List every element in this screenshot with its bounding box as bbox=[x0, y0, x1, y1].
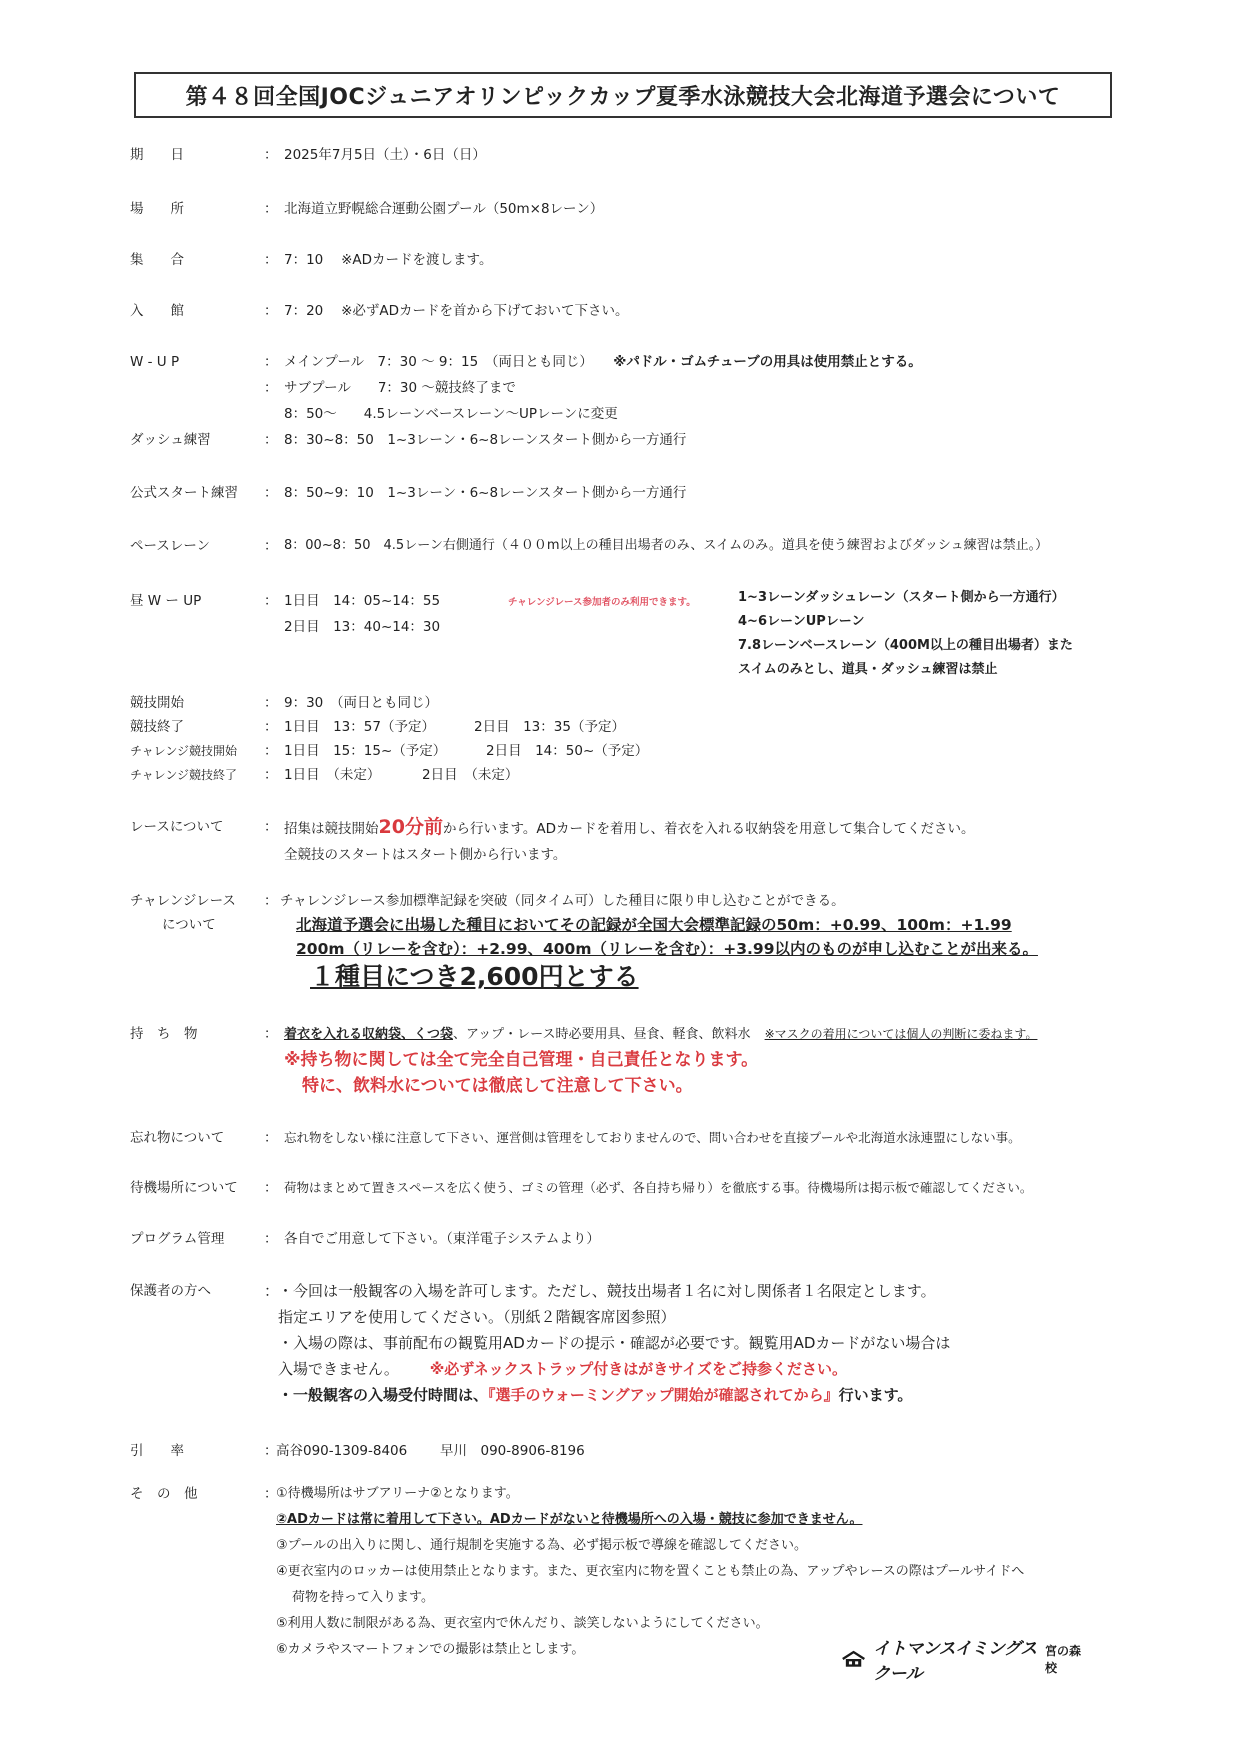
label-start: 競技開始 bbox=[130, 695, 184, 711]
label-venue: 場 所 bbox=[130, 201, 184, 217]
guardians-l3: ・入場の際は、事前配布の観覧用ADカードの提示・確認が必要です。観覧用ADカードがない場合は bbox=[278, 1334, 951, 1352]
value-lost: 忘れ物をしない様に注意して下さい、運営側は管理をしておりませんので、問い合わせを直接プールや北海道水泳連盟にしない事。 bbox=[284, 1130, 1021, 1145]
guardians-l4: 入場できません。 bbox=[278, 1360, 399, 1378]
label-noon-wup: 昼 W ー UP bbox=[130, 593, 202, 609]
logo-text: イトマンスイミングスクール bbox=[873, 1639, 1037, 1684]
noon-wup-day2: 2日目 13：40~14：30 bbox=[284, 619, 441, 635]
value-challenge-end-day1: 1日目 （未定） bbox=[284, 767, 381, 783]
belongings-mask-note: ※マスクの着用については個人の判断に委ねます。 bbox=[764, 1027, 1038, 1041]
wup-main: メインプール 7：30 ～ 9：15 （両日とも同じ） bbox=[284, 354, 593, 370]
belongings-red2: 特に、飲料水については徹底して注意して下さい。 bbox=[302, 1076, 693, 1096]
school-logo bbox=[842, 1639, 1082, 1684]
value-challenge-start-day2: 2日目 14：50~（予定） bbox=[486, 743, 649, 759]
wup-sub: サブプール 7：30 ～競技終了まで bbox=[284, 380, 516, 396]
value-end-day2: 2日目 13：35（予定） bbox=[474, 719, 625, 735]
label-challenge-2: について bbox=[162, 917, 216, 933]
row-race: レースについて ： 招集は競技開始20分前から行います。ADカードを着用し、着衣を入れる収納袋を用意して集合してください。 全競技のスタートはスタート側から行います。 bbox=[130, 814, 1130, 866]
race-line2: 全競技のスタートはスタート側から行います。 bbox=[284, 847, 567, 863]
challenge-line2: 北海道予選会に出場した種目においてその記録が全国大会標準記録の50m：+0.99、100m：+1.99 bbox=[296, 916, 1012, 934]
value-date: 2025年7月5日（土）・6日（日） bbox=[284, 147, 486, 163]
value-assembly: 7：10 ※ADカードを渡します。 bbox=[284, 252, 493, 268]
label-guardians: 保護者の方へ bbox=[130, 1283, 211, 1299]
document-title-box bbox=[134, 72, 1112, 118]
race-highlight: 20分前 bbox=[378, 816, 443, 838]
noon-wup-lanes: 1~3レーンダッシュレーン（スタート側から一方通行） 4~6レーンUPレーン 7.8レーンベースレーン（400M以上の種目出場者）また スイムのみとし、道具・ダッシュ練習は禁止 bbox=[738, 590, 1073, 677]
other-item-2: ②ADカードは常に着用して下さい。ADカードがないと待機場所への入場・競技に参加できません。 bbox=[276, 1512, 863, 1527]
label-waiting: 待機場所について bbox=[130, 1180, 238, 1196]
label-race: レースについて bbox=[130, 819, 224, 835]
label-end: 競技終了 bbox=[130, 719, 184, 735]
leader-phone-1: 高谷090-1309-8406 bbox=[276, 1443, 408, 1459]
label-assembly: 集 合 bbox=[130, 252, 184, 268]
label-challenge-1: チャレンジレース bbox=[130, 893, 236, 909]
label-dash: ダッシュ練習 bbox=[130, 432, 211, 448]
other-item-4: ④更衣室内のロッカーは使用禁止となります。また、更衣室内に物を置くことも禁止の為、アップやレースの際はプールサイドへ bbox=[276, 1564, 1025, 1579]
value-pace: 8：00~8：50 4.5レーン右側通行（４００m以上の種目出場者のみ、スイムのみ。道具を使う練習およびダッシュ練習は禁止。） bbox=[284, 538, 1049, 553]
label-lost: 忘れ物について bbox=[130, 1130, 225, 1146]
row-challenge: チャレンジレース について ： チャレンジレース参加標準記録を突破（同タイム可）した種目に限り申し込むことができる。 北海道予選会に出場した種目においてその記録が全国大会標準記録の50m：+0.99、100m：+1.99 200m（リレーを含む）：+2.99、400m（リレーを含む）：+3.99以内のものが申し込むことが出来る。 １種目につき2,600円とする bbox=[130, 888, 1130, 1000]
document-title: 第４８回全国JOCジュニアオリンピックカップ夏季水泳競技大会北海道予選会について bbox=[185, 84, 1061, 110]
value-entry: 7：20 ※必ずADカードを首から下げておいて下さい。 bbox=[284, 303, 629, 319]
row-other: そ の 他 ： ①待機場所はサブアリーナ②となります。 ②ADカードは常に着用して下さい。ADカードがないと待機場所への入場・競技に参加できません。 ③プールの出入りに関し、通行規制を実施する為、必ず掲示板で導線を確認してください。 ④更衣室内のロッカーは使用禁止となります。また、更衣室内に物を置くことも禁止の為、アップやレースの際はプールサイドへ 荷物を持って入ります。 ⑤利用人数に制限がある為、更衣室内で休んだり、談笑しないようにしてください。 ⑥カメラやスマートフォンでの撮影は禁止とします。 bbox=[130, 1481, 1130, 1651]
value-program: 各自でご用意して下さい。（東洋電子システムより） bbox=[284, 1231, 600, 1247]
value-challenge-end-day2: 2日目 （未定） bbox=[422, 767, 519, 783]
other-item-3: ③プールの出入りに関し、通行規制を実施する為、必ず掲示板で導線を確認してください。 bbox=[276, 1538, 808, 1553]
other-item-5: ⑤利用人数に制限がある為、更衣室内で休んだり、談笑しないようにしてください。 bbox=[276, 1616, 769, 1631]
noon-wup-challenge-note: チャレンジレース参加者のみ利用できます。 bbox=[508, 597, 696, 608]
label-program: プログラム管理 bbox=[130, 1231, 225, 1247]
label-other: そ の 他 bbox=[130, 1486, 198, 1502]
logo-branch: 宮の森校 bbox=[1045, 1644, 1082, 1675]
label-entry: 入 館 bbox=[130, 303, 184, 319]
row-guardians: 保護者の方へ ： ・今回は一般観客の入場を許可します。ただし、競技出場者１名に対し関係者１名限定とします。 指定エリアを使用してください。（別紙２階観客席図参照） ・入場の際は、事前配布の観覧用ADカードの提示・確認が必要です。観覧用ADカードがない場合は 入場できません。 ※必ずネックストラップ付きはがきサイズをご持参ください。 ・一般観客の入場受付時間は、『選手のウォーミングアップ開始が確認されてから』行います。 bbox=[130, 1278, 1130, 1413]
value-official-start: 8：50~9：10 1~3レーン・6~8レーンスタート側から一方通行 bbox=[284, 485, 687, 501]
wup-main-note: ※パドル・ゴムチューブの用具は使用禁止とする。 bbox=[613, 354, 922, 370]
other-item-1: ①待機場所はサブアリーナ②となります。 bbox=[276, 1486, 519, 1501]
label-date: 期 日 bbox=[130, 147, 184, 163]
row-belongings: 持 ち 物 ： 着衣を入れる収納袋、くつ袋、アップ・レース時必要用具、昼食、軽食、飲料水 ※マスクの着用については個人の判断に委ねます。 ※持ち物に関しては全て完全自己管理・自己責任となります。 特に、飲料水については徹底して注意して下さい。 bbox=[130, 1021, 1130, 1101]
other-item-6: ⑥カメラやスマートフォンでの撮影は禁止とします。 bbox=[276, 1642, 585, 1657]
challenge-line3: 200m（リレーを含む）：+2.99、400m（リレーを含む）：+3.99以内のものが申し込むことが出来る。 bbox=[296, 940, 1038, 958]
label-challenge-start: チャレンジ競技開始 bbox=[130, 744, 238, 758]
value-challenge-start-day1: 1日目 15：15~（予定） bbox=[284, 743, 447, 759]
guardians-l4-red: ※必ずネックストラップ付きはがきサイズをご持参ください。 bbox=[429, 1360, 848, 1378]
label-challenge-end: チャレンジ競技終了 bbox=[130, 768, 238, 782]
value-waiting: 荷物はまとめて置きスペースを広く使う、ゴミの管理（必ず、各自持ち帰り）を徹底する事。待機場所は掲示板で確認してください。 bbox=[284, 1180, 1033, 1195]
guardians-l5-red: 『選手のウォーミングアップ開始が確認されてから』 bbox=[488, 1386, 839, 1404]
guardians-l1: ・今回は一般観客の入場を許可します。ただし、競技出場者１名に対し関係者１名限定とします。 bbox=[278, 1282, 936, 1300]
value-start: 9：30 （両日とも同じ） bbox=[284, 695, 439, 711]
label-pace: ペースレーン bbox=[130, 538, 211, 554]
value-dash: 8：30~8：50 1~3レーン・6~8レーンスタート側から一方通行 bbox=[284, 432, 687, 448]
challenge-line1: チャレンジレース参加標準記録を突破（同タイム可）した種目に限り申し込むことができる。 bbox=[280, 893, 845, 909]
value-end-day1: 1日目 13：57（予定） bbox=[284, 719, 435, 735]
challenge-fee: １種目につき2,600円とする bbox=[310, 962, 639, 991]
guardians-l2: 指定エリアを使用してください。（別紙２階観客席図参照） bbox=[278, 1308, 676, 1326]
wup-sub2: 8：50～ 4.5レーンベースレーン～UPレーンに変更 bbox=[284, 406, 618, 422]
house-logo-icon bbox=[842, 1648, 865, 1670]
belongings-bold: 着衣を入れる収納袋、くつ袋 bbox=[284, 1027, 454, 1042]
label-wup: W - U P bbox=[130, 354, 180, 370]
row-noon-wup: 昼 W ー UP ： 1日目 14：05~14：55 2日目 13：40~14：30 チャレンジレース参加者のみ利用できます。 1~3レーンダッシュレーン（スタート側から一方通行） 4~6レーンUPレーン 7.8レーンベースレーン（400M以上の種目出場者）また スイムのみとし、道具・ダッシュ練習は禁止 bbox=[130, 588, 1130, 678]
belongings-red1: ※持ち物に関しては全て完全自己管理・自己責任となります。 bbox=[284, 1050, 759, 1070]
value-venue: 北海道立野幌総合運動公園プール（50m×8レーン） bbox=[284, 201, 604, 217]
noon-wup-day1: 1日目 14：05~14：55 bbox=[284, 593, 441, 609]
row-wup: W - U P ： メインプール 7：30 ～ 9：15 （両日とも同じ） ※パドル・ゴムチューブの用具は使用禁止とする。 ： サブプール 7：30 ～競技終了まで 8：50～ 4.5レーンベースレーン～UPレーンに変更 bbox=[130, 349, 1130, 429]
label-official-start: 公式スタート練習 bbox=[130, 485, 238, 501]
leader-phone-2: 早川 090-8906-8196 bbox=[440, 1443, 585, 1459]
label-belongings: 持 ち 物 bbox=[130, 1026, 198, 1042]
label-leader: 引 率 bbox=[130, 1443, 184, 1459]
other-item-4b: 荷物を持って入ります。 bbox=[292, 1590, 434, 1605]
